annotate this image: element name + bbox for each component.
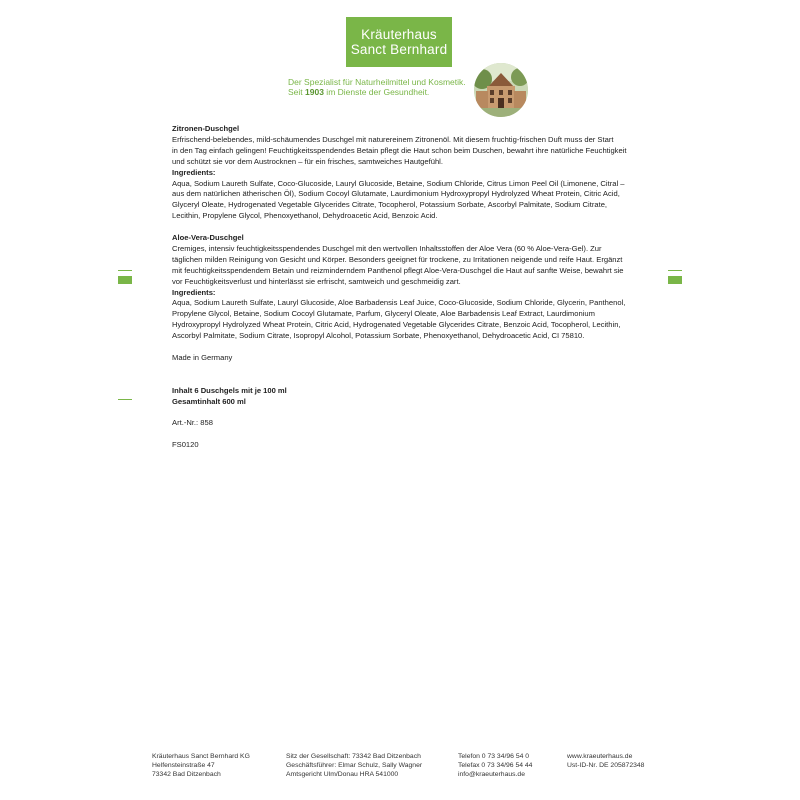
product2-title: Aloe-Vera-Duschgel xyxy=(172,233,244,243)
footer-contact: Telefon 0 73 34/96 54 0 Telefax 0 73 34/96 54 44 info@kraeuterhaus.de xyxy=(458,753,533,779)
footer-email: info@kraeuterhaus.de xyxy=(458,771,525,779)
product1-description: Erfrischend-belebendes, mild-schäumendes Duschgel mit naturereinem Zitronenöl. Mit diesem fruchtig-frischen Duft muss der Start xyxy=(172,134,614,144)
product1-title: Zitronen-Duschgel xyxy=(172,124,240,133)
brand-logo xyxy=(346,17,452,67)
contents-line1: Inhalt 6 Duschgels mit je 100 ml xyxy=(172,385,287,395)
left-fold-mark xyxy=(118,270,132,271)
left-bottom-mark xyxy=(118,399,132,400)
right-punch-mark xyxy=(668,276,682,284)
tagline-year: 1903 xyxy=(305,87,324,97)
product1-ingredients: Aqua, Sodium Laureth Sulfate, Coco-Glucoside, Lauryl Glucoside, Betaine, Sodium Chloride, Citrus Limon Peel Oil (Limonene, Citral – aus dem natürlichen ätherischen Öl), Sodium Cocoyl Glutamate, Laurdimonium Hydroxypropyl Hydrolyzed Wheat Protein, Citric Acid, Glyceryl Oleate, Hydrogenated Vegetable Glycerides Citrate, Tocopherol, Potassium Sorbate, Ascorbyl Palmitate, Sodium Citrate, Lecithin, Propylene Glycol, Phenoxyethanol, Dehydroacetic Acid, Benzoic Acid. xyxy=(172,178,625,221)
footer-web: www.kraeuterhaus.de Ust-ID-Nr. DE 205872348 xyxy=(567,753,645,770)
building-photo xyxy=(474,63,528,117)
made-in: Made in Germany xyxy=(172,353,233,362)
product2-ingredients: Aqua, Sodium Laureth Sulfate, Lauryl Glucoside, Aloe Barbadensis Leaf Juice, Coco-Glucoside, Sodium Chloride, Glycerin, Panthenol, Propylene Glycol, Betaine, Sodium Cocoyl Glutamate, Parfum, Glyceryl Oleate, Aloe Barbadensis Leaf Extract, Laurdimonium Hydroxypropyl Hydrolyzed Wheat Protein, Citric Acid, Hydrogenated Vegetable Glycerides Citrate, Benzoic Acid, Tocopherol, Lecithin, Ascorbyl Palmitate, Sodium Citrate, Isopropyl Alcohol, Potassium Sorbate, Phenoxyethanol, Dehydroacetic Acid, CI 75810. xyxy=(172,298,626,341)
footer-legal: Sitz der Gesellschaft: 73342 Bad Ditzenbach Geschäftsführer: Elmar Schulz, Sally Wagner Amtsgericht Ulm/Donau HRA 541000 xyxy=(286,753,423,779)
right-fold-mark xyxy=(668,270,682,271)
brand-name-line2: Sanct Bernhard xyxy=(350,42,448,57)
brand-name-line1: Kräuterhaus xyxy=(361,27,437,42)
product-code: FS0120 xyxy=(172,440,199,450)
footer-company: Kräuterhaus Sanct Bernhard KG Helfensteinstraße 47 73342 Bad Ditzenbach xyxy=(152,753,250,779)
product1-description-cont: in den Tag einfach gelingen! Feuchtigkeitsspendendes Betain pflegt die Haut schon beim Duschen, bewahrt ihre natürliche Feuchtigkeit und schützt sie vor dem Austrocknen – für ein frisches, samtweiches Hautgefühl. xyxy=(172,145,627,166)
product2-ingredients-label: Ingredients: xyxy=(172,287,216,297)
product2-description: Cremiges, intensiv feuchtigkeitsspendendes Duschgel mit den wertvollen Inhaltsstoffen der Aloe Vera (60 % Aloe-Vera-Gel). Zur täglichen milden Reinigung von Gesicht und Körper. Besonders geeignet für trockene, zu Irritationen neigende und reife Haut. Ergänzt mit feuchtigkeitsspendendem Betain und reizminderndem Panthenol pflegt Aloe-Vera-Duschgel die Haut auf sanfte Weise, bewahrt sie vor Feuchtigkeitsverlust und hinterlässt sie erfrischt, samtweich und geschmeidig zart. xyxy=(172,243,624,286)
document-body xyxy=(172,124,634,451)
product1-ingredients-label: Ingredients: xyxy=(172,167,216,177)
tagline xyxy=(288,77,466,97)
tagline-line1: Der Spezialist für Naturheilmittel und Kosmetik. xyxy=(288,77,466,87)
footer-website: www.kraeuterhaus.de xyxy=(567,753,633,760)
left-punch-mark xyxy=(118,276,132,284)
contents-line2: Gesamtinhalt 600 ml xyxy=(172,396,246,406)
tagline-line2: Seit 1903 im Dienste der Gesundheit. xyxy=(288,87,430,97)
article-number: Art.-Nr.: 858 xyxy=(172,418,213,428)
